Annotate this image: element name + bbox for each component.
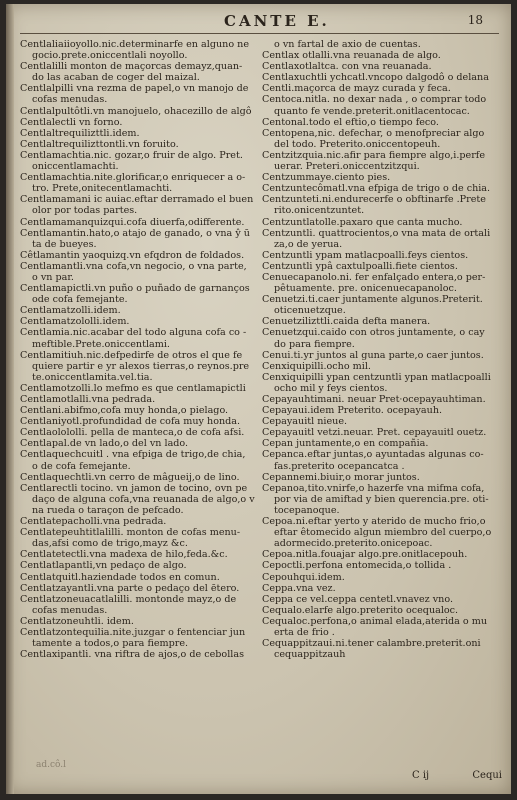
dictionary-entry-line: Centlamotzolli.lo mefmo es que centlamapictli — [20, 382, 246, 394]
dictionary-entry-line: Centzummaye.ciento pies. — [262, 172, 391, 184]
dictionary-entry-line: Centlatquitl.haziendade todos en comun. — [20, 571, 220, 583]
page-number: 18 — [467, 13, 483, 27]
header-title: CANTE E. — [224, 12, 330, 30]
dictionary-entry-line: Centlaxotlaltca. con vna reuanada. — [262, 61, 432, 73]
entry-continuation-line: rito.onicentzuntet. — [274, 205, 365, 217]
dictionary-entry-line: Cenuetzqui.caido con otros juntamente, o cay — [262, 327, 485, 339]
right-column — [262, 39, 502, 660]
dictionary-entry-line: Cenui.ti.yr juntos al guna parte,o caer juntos. — [262, 349, 484, 361]
dictionary-entry-line: Cepayauhtimani. neuar Pret·ocepayauhtiman. — [262, 394, 486, 405]
dictionary-entry-line: Centoca.nitla. no dexar nada , o comprar todo — [262, 94, 487, 106]
entry-continuation-line: cequappitzauh — [274, 649, 346, 661]
entry-continuation-line: daço de alguna cofa,vna reuanada de algo,o v — [32, 493, 255, 505]
dictionary-entry-line: Centzuntli ypam matlacpoalli.feys cientos. — [262, 249, 469, 261]
dictionary-entry-line: Centlatzayantli.vna parte o pedaço del ētero. — [20, 582, 240, 594]
dictionary-entry-line: Centzuntecômatl.vna efpiga de trigo o de chia. — [262, 183, 491, 195]
entry-continuation-line: eftar êtomecido algun miembro del cuerpo,o — [274, 527, 492, 539]
dictionary-entry-line: Centlatetectli.vna madexa de hilo,feda.&c. — [20, 549, 228, 561]
entry-continuation-line: quiere partir e yr alexos tierras,o reynos.pre — [32, 360, 250, 372]
dictionary-entry-line: Cenxiquipilli ypan centzuntli ypan matlacpoalli — [262, 371, 491, 383]
dictionary-entry-line: Cepayauitl vetzi.neuar. Pret. cepayauitl ouetz. — [262, 427, 487, 439]
entry-continuation-line: oticenuetzque. — [274, 305, 346, 317]
page-footer — [262, 770, 502, 784]
entry-continuation-line: erta de frio . — [274, 626, 335, 638]
book-page — [6, 4, 511, 794]
dictionary-entry-line: Cepoa.nitla.fouajar algo.pre.onitlacepouh. — [262, 549, 468, 561]
entry-continuation-line: ocho mil y feys cientos. — [274, 382, 388, 394]
dictionary-entry-line: Cenuecapanolo.ni. fer enfalçado entera,o per- — [262, 271, 486, 283]
entry-continuation-line: cofas menudas. — [32, 604, 108, 616]
dictionary-entry-line: Cenuetzilizttli.caida defta manera. — [262, 316, 431, 328]
dictionary-entry-line: Cepanca.eftar juntas,o ayuntadas algunas co- — [262, 449, 484, 461]
dictionary-entry-line: Centlamotlalli.vna pedrada. — [20, 394, 156, 405]
dictionary-entry-line: Centlalilli monton de maçorcas demayz,quan- — [20, 61, 243, 73]
entry-continuation-line: fas.preterito ocepancatca . — [274, 460, 405, 472]
entry-continuation-line: oniccentlamachti. — [32, 161, 119, 173]
dictionary-entry-line: Centlani.abifmo,cofa muy honda,o pielago. — [20, 405, 229, 417]
dictionary-entry-line: Centlaniyotl.profundidad de cofa muy honda. — [20, 416, 241, 428]
entry-continuation-line: gocio.prete.oniccentlali noyollo. — [32, 50, 188, 62]
dictionary-entry-line: Centli.maçorca de mayz curada y feca. — [262, 83, 451, 95]
dictionary-entry-line: Centlatepacholli.vna pedrada. — [20, 516, 167, 528]
dictionary-entry-line: Centlaxipantli. vna riftra de ajos,o de cebollas — [20, 649, 244, 661]
faded-footer-fragment: ad.cô.l — [36, 760, 67, 770]
dictionary-entry-line: Cequalo.elarfe algo.preterito ocequaloc. — [262, 604, 459, 616]
dictionary-entry-line: Cequappitzaui.ni.tener calambre.preterit.oni — [262, 638, 481, 650]
dictionary-entry-line: Centlaliaiioyollo.nic.determinarfe en alguno ne — [20, 39, 250, 50]
dictionary-entry-line: Centlaquechtli.vn cerro de mâgueij,o de lino. — [20, 471, 240, 483]
left-column — [20, 39, 258, 660]
dictionary-entry-line: Cequaloc.perfona,o animal elada,aterida o mu — [262, 615, 488, 627]
dictionary-entry-line: Centzitzquia.nic.afir para fiempre algo,i.perfe — [262, 149, 486, 161]
dictionary-entry-line: Centlamamani ic auiac.eftar derramado el buen — [20, 194, 254, 206]
entry-continuation-line: olor por todas partes. — [32, 205, 138, 217]
dictionary-entry-line: Centlalpultôtli.vn manojuelo, ohacezillo de algô — [20, 105, 252, 117]
dictionary-entry-line: Centlalpilli vna rezma de papel,o vn manojo de — [20, 83, 249, 95]
dictionary-entry-line: Centlatlapantli,vn pedaço de algo. — [20, 560, 187, 572]
dictionary-entry-line: Centlatzoneuacatlalilli. montonde mayz,o de — [20, 593, 237, 605]
dictionary-entry-line: Cepoctli.perfona entomecida,o tollida . — [262, 560, 452, 572]
entry-continuation-line: o vn par. — [32, 271, 74, 283]
dictionary-entry-line: Centzunteti.ni.endurecerfe o obftinarfe .Prete — [262, 194, 486, 206]
entry-continuation-line: del todo. Preterito.oniccentopeuh. — [274, 138, 441, 150]
dictionary-entry-line: Centlaltrequilizttontli.vn foruito. — [20, 138, 179, 150]
dictionary-entry-line: Cenxiquipilli.ocho mil. — [262, 360, 371, 372]
dictionary-entry-line: Cepoa.ni.eftar yerto y aterido de mucho frio,o — [262, 516, 486, 528]
dictionary-entry-line: Cenuetzi.ti.caer juntamente algunos.Preterit. — [262, 294, 483, 306]
entry-continuation-line: do las acaban de coger del maizal. — [32, 72, 200, 84]
dictionary-entry-line: Centlatzoneuhtli. idem. — [20, 615, 134, 627]
dictionary-entry-line: Centlamatzololli.idem. — [20, 316, 130, 328]
entry-continuation-line: do para fiempre. — [274, 338, 355, 350]
dictionary-entry-line: Cepan juntamente,o en compañia. — [262, 438, 429, 450]
dictionary-entry-line: Centlamantin.hato,o atajo de ganado, o vna ŷ ū — [20, 227, 250, 239]
dictionary-entry-line: Centlamachtia.nic. gozar,o fruir de algo. Pret. — [20, 149, 243, 161]
entry-continuation-line: por via de amiftad y bien querencia.pre. oti- — [274, 493, 489, 505]
dictionary-entry-line: Centzuntlatolle.paxaro que canta mucho. — [262, 216, 463, 228]
entry-continuation-line: cofas menudas. — [32, 94, 108, 106]
entry-continuation-line: te.oniccentlamita.vel.tia. — [32, 371, 153, 383]
entry-continuation-line: tro. Prete,onitecentlamachti. — [32, 183, 173, 195]
entry-continuation-line: o de cofa femejante. — [32, 460, 131, 472]
header-rule — [20, 33, 499, 34]
dictionary-entry-line: Centlatepeuhtitlalilli. monton de cofas menu- — [20, 527, 241, 539]
dictionary-entry-line: Centlamitiuh.nic.defpedirfe de otros el que fe — [20, 349, 243, 361]
entry-continuation-line: ode cofa femejante. — [32, 294, 128, 306]
dictionary-entry-line: Cepouhqui.idem. — [262, 571, 345, 583]
dictionary-entry-line: Centlax otlalli.vna reuanada de algo. — [262, 50, 441, 62]
dictionary-entry-line: Centlamantli.vna cofa,vn negocio, o vna parte, — [20, 260, 247, 272]
dictionary-entry-line: Centlaquechcuitl . vna efpiga de trigo,de chia, — [20, 449, 246, 461]
dictionary-entry-line: Centlalectli vn forno. — [20, 116, 123, 128]
dictionary-entry-line: Centlaxuchtli ychcatl.vncopo dalgodô o delana — [262, 72, 489, 84]
dictionary-entry-line: Cepannemi.biuir,o morar juntos. — [262, 471, 420, 483]
dictionary-entry-line: Cepayauitl nieue. — [262, 416, 348, 428]
dictionary-entry-line: Centlamachtia.nite.glorificar,o enriquecer a o- — [20, 172, 246, 184]
entry-continuation-line: ta de bueyes. — [32, 238, 97, 250]
dictionary-entry-line: Centlamatzolli.idem. — [20, 305, 121, 317]
entry-continuation-line: das,afsi como de trigo,mayz &c. — [32, 538, 188, 550]
catchword: Cequi — [472, 770, 502, 781]
entry-continuation-line: adormecido.preterito.onicepoac. — [274, 538, 433, 550]
entry-continuation-line: quanto fe vende.preterit.onitlacentocac. — [274, 105, 470, 117]
dictionary-entry-line: Centzuntli ypâ caxtulpoalli.fiete cientos. — [262, 260, 458, 272]
running-header — [6, 12, 511, 34]
dictionary-entry-line: Ceppa.vna vez. — [262, 582, 336, 594]
entry-continuation-line: meftible.Prete.oniccentlami. — [32, 338, 170, 350]
entry-continuation-line: pêtuamente. pre. onicenuecapanoloc. — [274, 283, 457, 295]
dictionary-entry-line: Centlaolololli. pella de manteca,o de cofa afsi. — [20, 427, 245, 439]
page-binding-edge — [6, 4, 14, 794]
entry-continuation-line: tamente a todos,o para fiempre. — [32, 638, 189, 650]
dictionary-entry-line: Cepanoa,tito.vnirfe,o hazerfe vna mifma cofa, — [262, 482, 485, 494]
dictionary-entry-line: Centlamamanquizqui.cofa diuerfa,odifferente. — [20, 216, 245, 228]
dictionary-entry-line: Centlamia.nic.acabar del todo alguna cofa co - — [20, 327, 247, 339]
dictionary-entry-line: Centlaltrequilizttli.idem. — [20, 127, 140, 139]
dictionary-entry-line: Ceppa ce vel.ceppa centetl.vnavez vno. — [262, 593, 453, 605]
entry-continuation-line: za,o de yerua. — [274, 238, 343, 250]
dictionary-entry-line: Cêtlamantin yaoquizq.vn efqdron de foldados. — [20, 249, 245, 261]
entry-continuation-line: na rueda o taraçon de pefcado. — [32, 504, 184, 516]
signature-mark: C ij — [412, 770, 430, 781]
entry-continuation-line: uerar. Preteri.oniccentzitzqui. — [274, 161, 420, 173]
entry-continuation-line: o vn fartal de axio de cuentas. — [274, 39, 421, 50]
dictionary-entry-line: Centlarectli tocino. vn jamon de tocino, ovn pe — [20, 482, 248, 494]
dictionary-entry-line: Centlapal.de vn lado,o del vn lado. — [20, 438, 189, 450]
dictionary-entry-line: Cepayaui.idem Preterito. ocepayauh. — [262, 405, 443, 417]
dictionary-entry-line: Centlamapictli.vn puño o puñado de garnanços — [20, 283, 250, 295]
dictionary-entry-line: Centzuntli. quattrocientos,o vna mata de ortali — [262, 227, 491, 239]
dictionary-entry-line: Centlatzontequilia.nite.juzgar o fentenciar jun — [20, 626, 246, 638]
dictionary-entry-line: Centonal.todo el eftio,o tiempo feco. — [262, 116, 439, 128]
entry-continuation-line: tocepanoque. — [274, 504, 340, 516]
dictionary-entry-line: Centopena,nic. defechar, o menofpreciar algo — [262, 127, 485, 139]
